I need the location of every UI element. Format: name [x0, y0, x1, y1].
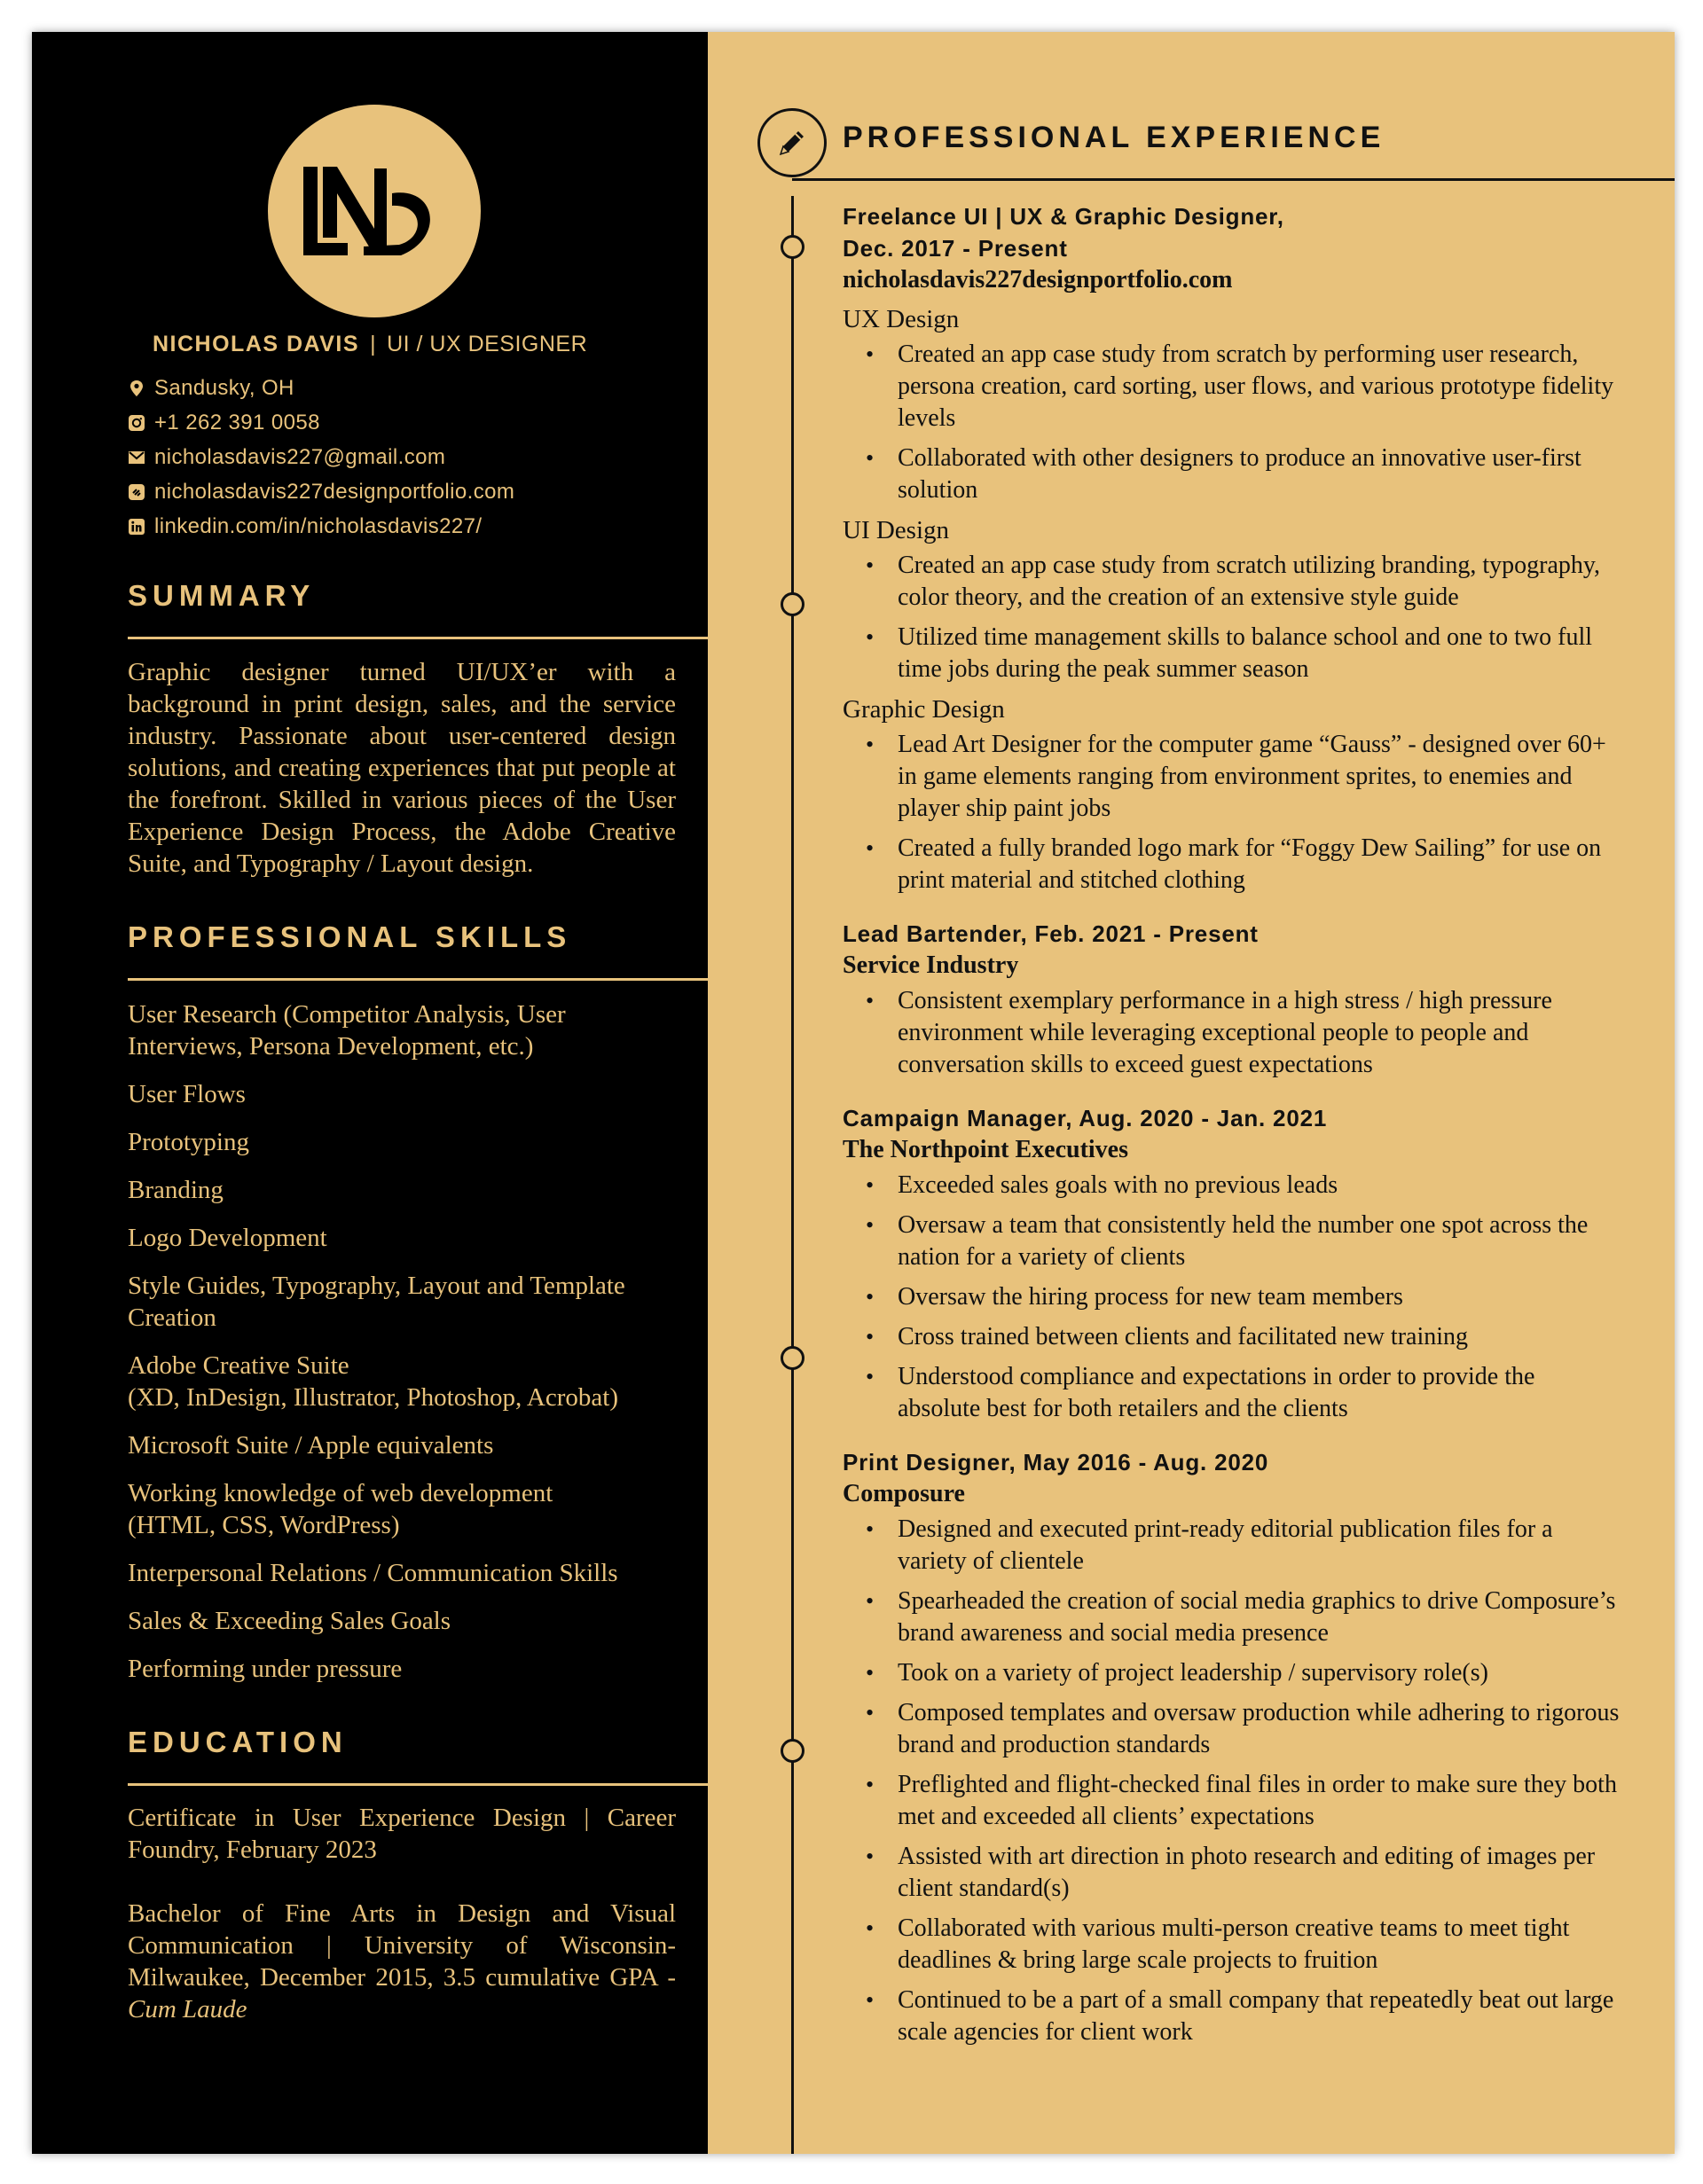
bullet-list: [843, 1170, 1623, 1425]
job-organization: nicholasdavis227designportfolio.com: [843, 266, 1233, 294]
pen-badge: [757, 108, 827, 177]
bullet-item: • Continued to be a part of a small company that repeatedly beat out large scale agencies for client work: [843, 1984, 1623, 2048]
job-organization: Composure: [843, 1480, 965, 1507]
bullet-item: • Preflighted and flight-checked final files in order to make sure they both met and exceeded all clients’ expectations: [843, 1769, 1623, 1833]
bullet-list: [843, 339, 1623, 506]
education-list: [128, 1802, 676, 2057]
contact-location: [128, 371, 678, 405]
bullet-item: • Created an app case study from scratch utilizing branding, typography, color theory, and the creation of an extensive style guide: [843, 550, 1623, 614]
globe-icon: [128, 483, 145, 501]
name-role-line: [153, 332, 614, 357]
experience-list: [843, 200, 1623, 2070]
summary-divider: [128, 637, 708, 639]
timeline-node: [781, 1346, 804, 1370]
phone-icon: [128, 414, 145, 432]
contact-email-text: nicholasdavis227@gmail.com: [154, 444, 446, 469]
job-entry: [843, 918, 1623, 1081]
main-column: [708, 32, 1675, 2154]
bullet-item: • Lead Art Designer for the computer game “Gauss” - designed over 60+ in game elements ranging from environment sprites, to enemies and player ship paint jobs: [843, 729, 1623, 825]
job-title: Lead Bartender, Feb. 2021 - Present: [843, 920, 1259, 947]
bullet-item: • Exceeded sales goals with no previous leads: [843, 1170, 1623, 1202]
bullet-item: • Oversaw the hiring process for new team members: [843, 1281, 1623, 1313]
bullet-item: • Understood compliance and expectations in order to provide the absolute best for both retailers and the clients: [843, 1361, 1623, 1425]
bullet-item: • Created a fully branded logo mark for “Foggy Dew Sailing” for use on print material and stitched clothing: [843, 833, 1623, 896]
job-entry: [843, 200, 1623, 896]
skills-divider: [128, 978, 708, 981]
skill-item: Logo Development: [128, 1224, 327, 1252]
contact-location-text: Sandusky, OH: [154, 375, 294, 400]
skill-item: Adobe Creative Suite (XD, InDesign, Illustrator, Photoshop, Acrobat): [128, 1351, 618, 1412]
job-subsection-label: Graphic Design: [843, 695, 1005, 724]
bullet-list: [843, 1514, 1623, 2048]
skill-item: Interpersonal Relations / Communication Skills: [128, 1559, 618, 1587]
location-pin-icon: [128, 380, 145, 397]
job-entry: [843, 1446, 1623, 2048]
skill-item: Branding: [128, 1176, 224, 1204]
education-heading: EDUCATION: [128, 1726, 348, 1758]
skills-heading: PROFESSIONAL SKILLS: [128, 920, 572, 953]
bullet-item: • Assisted with art direction in photo research and editing of images per client standard(s): [843, 1841, 1623, 1905]
bullet-item: • Spearheaded the creation of social media graphics to drive Composure’s brand awareness and social media presence: [843, 1585, 1623, 1649]
contact-list: [128, 371, 678, 544]
contact-linkedin-text: linkedin.com/in/nicholasdavis227/: [154, 513, 483, 538]
name-separator: |: [370, 332, 377, 356]
candidate-role: UI / UX DESIGNER: [387, 332, 588, 356]
experience-heading: PROFESSIONAL EXPERIENCE: [843, 121, 1385, 154]
education-text: Certificate in User Experience Design | Career Foundry, February 2023: [128, 1804, 676, 1864]
skill-item: Sales & Exceeding Sales Goals: [128, 1607, 451, 1635]
monogram-logo: [268, 105, 481, 317]
skill-item: User Research (Competitor Analysis, User Interviews, Persona Development, etc.): [128, 1000, 566, 1061]
mail-icon: [128, 449, 145, 466]
bullet-list: [843, 550, 1623, 685]
experience-divider: [792, 178, 1675, 181]
pen-icon: [771, 121, 813, 164]
contact-website[interactable]: [128, 474, 678, 509]
job-title: Freelance UI | UX & Graphic Designer,: [843, 203, 1284, 230]
job-title: Print Designer, May 2016 - Aug. 2020: [843, 1449, 1269, 1476]
skill-item: Prototyping: [128, 1128, 249, 1156]
timeline-node: [781, 1739, 804, 1763]
skill-item: Performing under pressure: [128, 1655, 403, 1683]
bullet-item: • Utilized time management skills to balance school and one to two full time jobs during the peak summer season: [843, 622, 1623, 685]
skill-item: Working knowledge of web development (HTML, CSS, WordPress): [128, 1479, 553, 1539]
left-sidebar: [32, 32, 708, 2154]
timeline-node: [781, 235, 804, 259]
bullet-list: [843, 985, 1623, 1081]
candidate-name: NICHOLAS DAVIS: [153, 332, 360, 356]
bullet-item: • Designed and executed print-ready editorial publication files for a variety of clientele: [843, 1514, 1623, 1577]
bullet-item: • Cross trained between clients and facilitated new training: [843, 1321, 1623, 1353]
skill-item: Style Guides, Typography, Layout and Template Creation: [128, 1272, 625, 1332]
summary-text: Graphic designer turned UI/UX’er with a background in print design, sales, and the service industry. Passionate about user-centered design solutions, and creating experiences that put people at the forefront. Skilled in various pieces of the User Experience Design Process, the Adobe Creative Suite, and Typography / Layout design.: [128, 658, 676, 878]
contact-website-text: nicholasdavis227designportfolio.com: [154, 479, 515, 504]
job-title: Dec. 2017 - Present: [843, 235, 1068, 262]
bullet-item: • Collaborated with other designers to produce an innovative user-first solution: [843, 442, 1623, 506]
summary-heading: SUMMARY: [128, 579, 316, 612]
bullet-list: [843, 729, 1623, 896]
contact-linkedin[interactable]: [128, 509, 678, 544]
skill-item: Microsoft Suite / Apple equivalents: [128, 1431, 494, 1460]
education-item: [128, 1898, 676, 2025]
job-subsection-label: UX Design: [843, 305, 960, 333]
bullet-item: • Took on a variety of project leadership / supervisory role(s): [843, 1657, 1623, 1689]
timeline-node: [781, 592, 804, 616]
contact-phone-text: +1 262 391 0058: [154, 410, 320, 434]
bullet-item: • Oversaw a team that consistently held the number one spot across the nation for a variety of clients: [843, 1209, 1623, 1273]
bullet-item: • Composed templates and oversaw production while adhering to rigorous brand and production standards: [843, 1697, 1623, 1761]
bullet-item: • Created an app case study from scratch by performing user research, persona creation, card sorting, user flows, and various prototype fidelity levels: [843, 339, 1623, 434]
education-honor: Cum Laude: [128, 1995, 247, 2024]
job-organization: Service Industry: [843, 951, 1019, 979]
contact-email[interactable]: [128, 440, 678, 474]
bullet-item: • Collaborated with various multi-person creative teams to meet tight deadlines & bring large scale projects to fruition: [843, 1913, 1623, 1977]
job-entry: [843, 1102, 1623, 1425]
skills-list: [128, 998, 695, 1701]
timeline-line: [791, 196, 794, 2154]
linkedin-icon: [128, 518, 145, 536]
nb-monogram-icon: [268, 105, 481, 317]
resume-page: [32, 32, 1675, 2154]
education-text: Bachelor of Fine Arts in Design and Visual Communication | University of Wisconsin-Milwaukee, December 2015, 3.5 cumulative GPA -: [128, 1899, 676, 1992]
job-organization: The Northpoint Executives: [843, 1136, 1128, 1163]
bullet-item: • Consistent exemplary performance in a high stress / high pressure environment while leveraging exceptional people to people and conversation skills to exceed guest expectations: [843, 985, 1623, 1081]
education-divider: [128, 1783, 708, 1786]
skill-item: User Flows: [128, 1080, 246, 1108]
contact-phone[interactable]: [128, 405, 678, 440]
education-item: [128, 1802, 676, 1866]
job-subsection-label: UI Design: [843, 516, 950, 544]
job-title: Campaign Manager, Aug. 2020 - Jan. 2021: [843, 1105, 1328, 1131]
